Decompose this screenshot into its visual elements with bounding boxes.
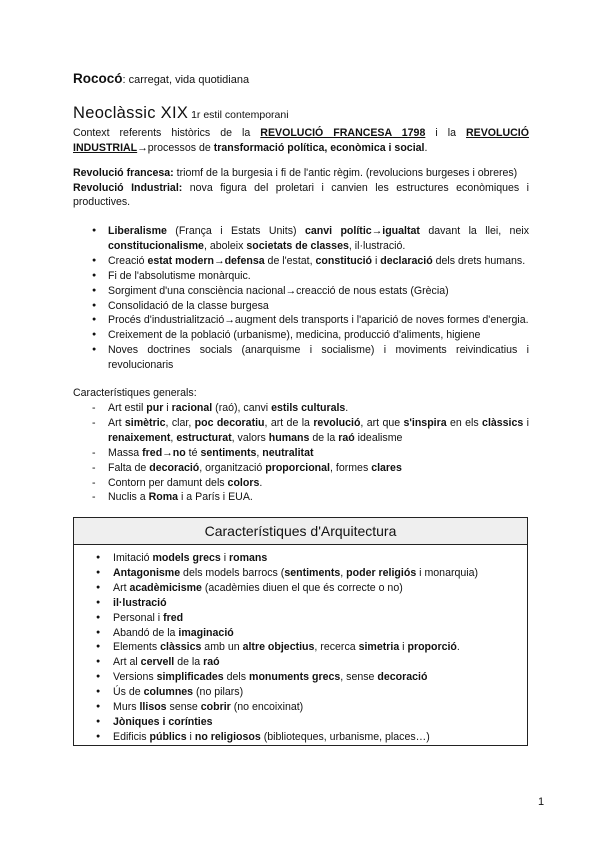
french-revolution-line: Revolució francesa: triomf de la burgesia i fi de l'antic règim. (revolucions burgeses i obreres) xyxy=(73,167,518,179)
list-item: ● Versions simplificades dels monuments grecs, sense decoració xyxy=(96,670,506,685)
industrial-revolution-line: Revolució Industrial: nova figura del proletari i canvien les estructures econòmiques i productives. xyxy=(73,181,529,209)
list-item: ● Creixement de la població (urbanisme), medicina, producció d'aliments, higiene xyxy=(92,328,529,343)
general-characteristics-list xyxy=(92,401,529,505)
architecture-table-header: Característiques d'Arquitectura xyxy=(74,518,527,545)
list-item: - Massa fred→no té sentiments, neutralitat xyxy=(92,446,529,461)
architecture-table xyxy=(73,517,528,746)
rococo-title: Rococó xyxy=(73,71,123,86)
page-number: 1 xyxy=(538,796,545,808)
list-item: ● Personal i fred xyxy=(96,611,506,626)
list-item: ● Creació estat modern→defensa de l'estat, constitució i declaració dels drets humans. xyxy=(92,254,529,269)
neoclassic-heading xyxy=(73,106,529,123)
list-item: ● Imitació models grecs i romans xyxy=(96,551,506,566)
list-item: ● Liberalisme (França i Estats Units) canvi polític→igualtat davant la llei, neix constitucionalisme, aboleix societats de classes, il·lustració. xyxy=(92,224,529,254)
list-item: - Nuclis a Roma i a París i EUA. xyxy=(92,490,529,505)
list-item: ● il·lustració xyxy=(96,596,506,611)
general-characteristics-title: Característiques generals: xyxy=(73,387,197,399)
rococo-line: Rococó: carregat, vida quotidiana xyxy=(73,71,250,86)
list-item: ● Elements clàssics amb un altre objectius, recerca simetria i proporció. xyxy=(96,640,506,655)
list-item: ● Ús de columnes (no pilars) xyxy=(96,685,506,700)
list-item: ● Sorgiment d'una consciència nacional→creacció de nous estats (Grècia) xyxy=(92,284,529,299)
list-item: - Falta de decoració, organització proporcional, formes clares xyxy=(92,461,529,476)
list-item: ● Murs llisos sense cobrir (no encoixinat) xyxy=(96,700,506,715)
list-item: ● Antagonisme dels models barrocs (sentiments, poder religiós i monarquia) xyxy=(96,566,506,581)
list-item: ● Art acadèmicisme (acadèmies diuen el que és correcte o no) xyxy=(96,581,506,596)
neoclassic-subtitle: 1r estil contemporani xyxy=(188,109,289,121)
list-item: ● Edificis públics i no religiosos (biblioteques, urbanisme, places…) xyxy=(96,730,506,745)
list-item: - Contorn per damunt dels colors. xyxy=(92,476,529,491)
list-item: ● Fi de l'absolutisme monàrquic. xyxy=(92,269,529,284)
list-item: ● Abandó de la imaginació xyxy=(96,626,506,641)
list-item: ● Art al cervell de la raó xyxy=(96,655,506,670)
neoclassic-title: Neoclàssic XIX xyxy=(73,104,189,122)
list-item: ● Noves doctrines socials (anarquisme i socialisme) i moviments reivindicatius i revolucionaris xyxy=(92,343,529,373)
revolutions-paragraph xyxy=(73,166,529,210)
context-bullet-list xyxy=(92,224,529,373)
list-item: - Art estil pur i racional (raó), canvi estils culturals. xyxy=(92,401,529,416)
architecture-bullet-list xyxy=(96,551,506,745)
context-paragraph: Context referents històrics de la REVOLUCIÓ FRANCESA 1798 i la REVOLUCIÓ INDUSTRIAL→processos de transformació política, econòmica i social. xyxy=(73,127,529,154)
list-item: ● Jòniques i corínties xyxy=(96,715,506,730)
list-item: - Art simètric, clar, poc decoratiu, art de la revolució, art que s'inspira en els clàssics i renaixement, estructurat, valors humans de la raó idealisme xyxy=(92,416,529,446)
list-item: ● Consolidació de la classe burgesa xyxy=(92,299,529,314)
list-item: ● Procés d'industrialització→augment dels transports i l'aparició de noves formes d'energia. xyxy=(92,313,529,328)
